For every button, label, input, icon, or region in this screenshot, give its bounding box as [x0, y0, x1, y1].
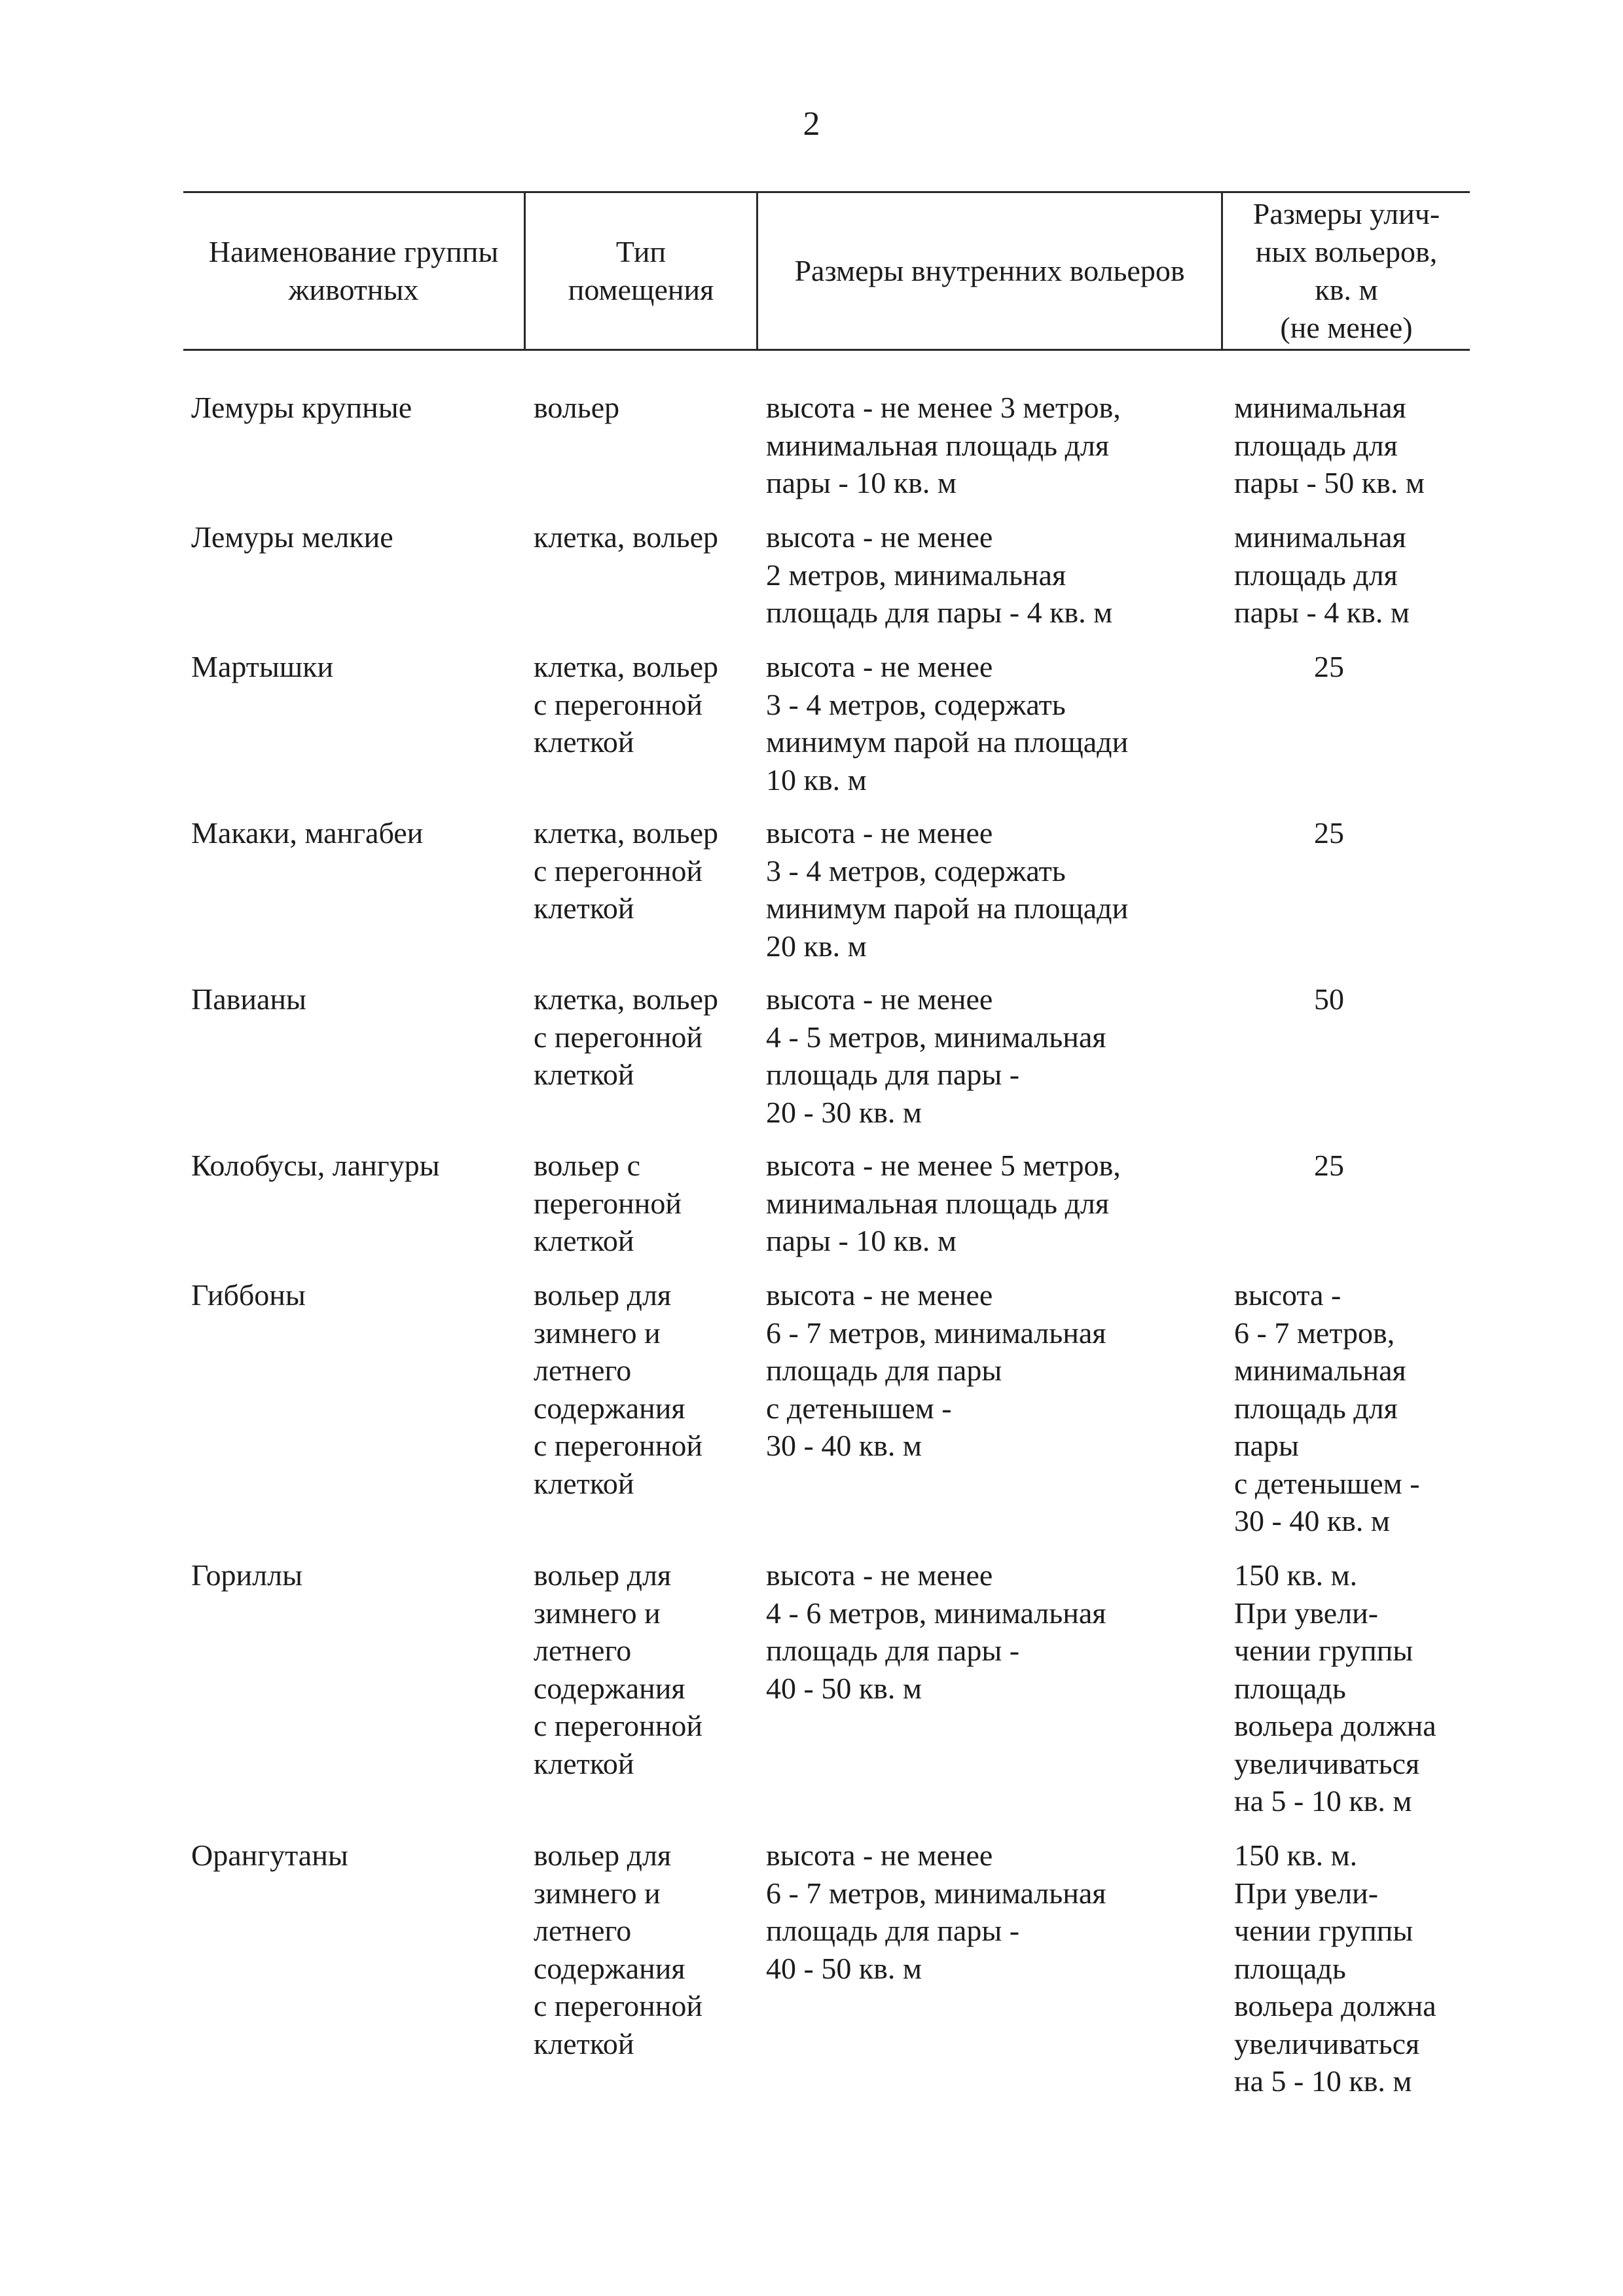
cell-outdoor-size: 150 кв. м. При увели- чении группы площадь вольера должна увеличиваться на 5 - 10 кв. м	[1234, 1558, 1436, 1818]
cell-room-type: клетка, вольер с перегонной клеткой	[534, 650, 719, 759]
cell-outdoor-size: минимальная площадь для пары - 4 кв. м	[1234, 520, 1410, 629]
cell-animal-group: Лемуры мелкие	[191, 520, 393, 554]
cell-animal-group: Макаки, мангабеи	[191, 816, 424, 850]
cell-animal-group: Гиббоны	[191, 1278, 306, 1312]
cell-room-type: вольер	[534, 391, 620, 424]
cell-animal-group: Колобусы, лангуры	[191, 1149, 440, 1182]
cell-animal-group: Гориллы	[191, 1558, 302, 1592]
page-number: 2	[803, 105, 820, 143]
cell-indoor-size: высота - не менее 3 метров, минимальная площадь для пары - 10 кв. м	[766, 391, 1121, 499]
cell-room-type: клетка, вольер	[534, 520, 719, 554]
cell-room-type: вольер для зимнего и летнего содержания с перегонной клеткой	[534, 1558, 702, 1780]
cell-indoor-size: высота - не менее 6 - 7 метров, минимальная площадь для пары с детенышем - 30 - 40 кв. м	[766, 1278, 1106, 1462]
cell-indoor-size: высота - не менее 3 - 4 метров, содержать минимум парой на площади 20 кв. м	[766, 816, 1129, 963]
cell-room-type: клетка, вольер с перегонной клеткой	[534, 816, 719, 925]
cell-animal-group: Мартышки	[191, 650, 334, 683]
cell-animal-group: Орангутаны	[191, 1839, 348, 1872]
cell-indoor-size: высота - не менее 4 - 6 метров, минимальная площадь для пары - 40 - 50 кв. м	[766, 1558, 1106, 1705]
cell-room-type: вольер для зимнего и летнего содержания с перегонной клеткой	[534, 1278, 702, 1500]
cell-animal-group: Павианы	[191, 982, 306, 1016]
cell-outdoor-size: высота - 6 - 7 метров, минимальная площадь для пары с детенышем - 30 - 40 кв. м	[1234, 1278, 1420, 1537]
cell-indoor-size: высота - не менее 3 - 4 метров, содержать минимум парой на площади 10 кв. м	[766, 650, 1129, 797]
table-header-bottom-rule	[183, 349, 1470, 351]
cell-indoor-size: высота - не менее 5 метров, минимальная площадь для пары - 10 кв. м	[766, 1149, 1121, 1257]
cell-indoor-size: высота - не менее 4 - 5 метров, минимальная площадь для пары - 20 - 30 кв. м	[766, 982, 1106, 1129]
cell-outdoor-size: 25	[1314, 816, 1344, 850]
cell-indoor-size: высота - не менее 2 метров, минимальная площадь для пары - 4 кв. м	[766, 520, 1113, 629]
header-outdoor-size: Размеры улич- ных вольеров, кв. м (не менее)	[1252, 197, 1440, 344]
cell-room-type: клетка, вольер с перегонной клеткой	[534, 982, 719, 1091]
cell-outdoor-size: 25	[1314, 650, 1344, 683]
cell-indoor-size: высота - не менее 6 - 7 метров, минимальная площадь для пары - 40 - 50 кв. м	[766, 1839, 1106, 1985]
cell-animal-group: Лемуры крупные	[191, 391, 412, 424]
cell-outdoor-size: минимальная площадь для пары - 50 кв. м	[1234, 391, 1425, 499]
cell-room-type: вольер для зимнего и летнего содержания с перегонной клеткой	[534, 1839, 702, 2060]
cell-room-type: вольер с перегонной клеткой	[534, 1149, 682, 1257]
header-indoor-size: Размеры внутренних вольеров	[794, 254, 1185, 287]
header-room-type: Тип помещения	[568, 235, 714, 306]
header-animal-group: Наименование группы животных	[208, 235, 499, 306]
cell-outdoor-size: 25	[1314, 1149, 1344, 1182]
cell-outdoor-size: 50	[1314, 982, 1344, 1016]
cell-outdoor-size: 150 кв. м. При увели- чении группы площадь вольера должна увеличиваться на 5 - 10 кв. м	[1234, 1839, 1436, 2098]
